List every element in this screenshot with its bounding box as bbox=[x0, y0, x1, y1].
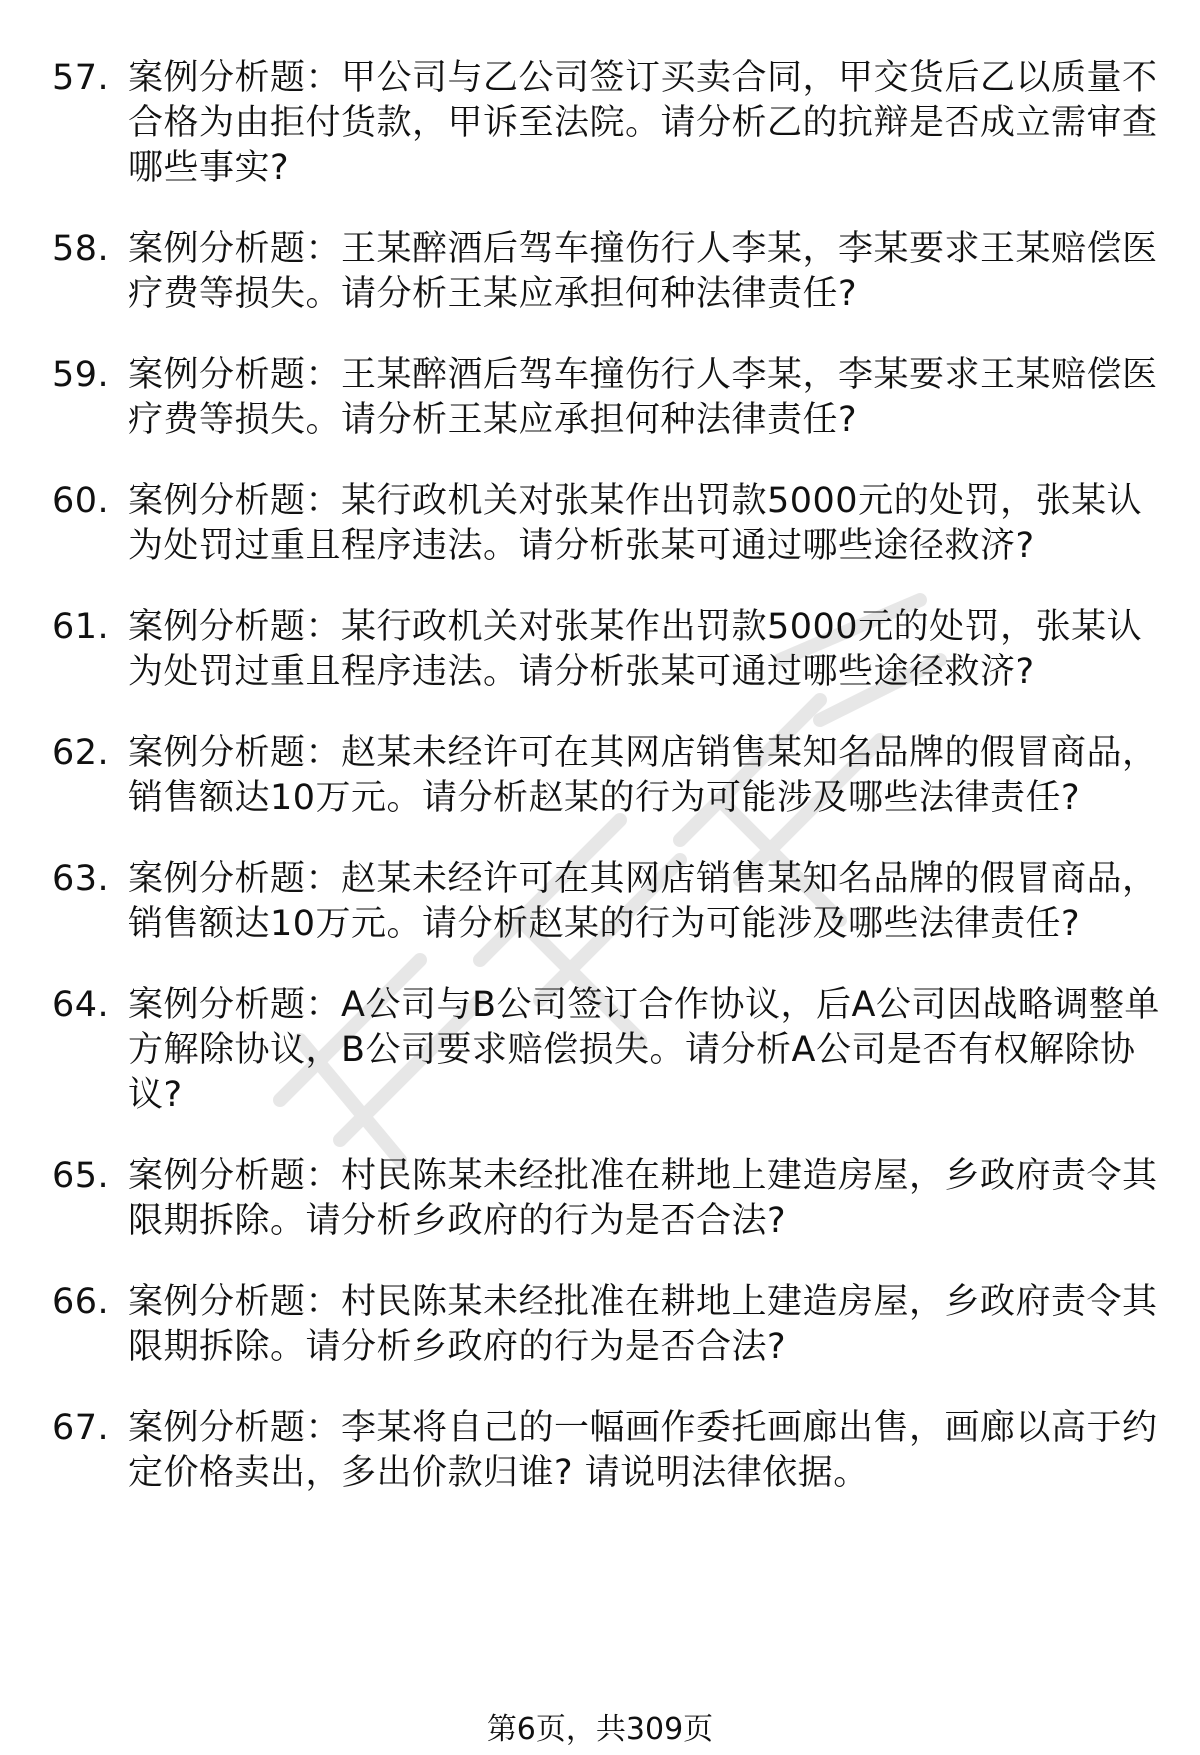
question-number: 64. bbox=[52, 985, 110, 1025]
question-item bbox=[0, 731, 1200, 821]
question-number: 61. bbox=[52, 607, 110, 647]
question-text: 案例分析题：赵某未经许可在其网店销售某知名品牌的假冒商品，销售额达10万元。请分析赵某的行为可能涉及哪些法律责任? bbox=[128, 859, 1158, 944]
question-text: 案例分析题：某行政机关对张某作出罚款5000元的处罚，张某认为处罚过重且程序违法。请分析张某可通过哪些途径救济? bbox=[128, 607, 1143, 692]
question-item bbox=[0, 479, 1200, 569]
question-item bbox=[0, 983, 1200, 1118]
question-item bbox=[0, 56, 1200, 191]
question-text: 案例分析题：李某将自己的一幅画作委托画廊出售，画廊以高于约定价格卖出，多出价款归谁? 请说明法律依据。 bbox=[128, 1408, 1158, 1493]
question-item bbox=[0, 353, 1200, 443]
question-text: 案例分析题：王某醉酒后驾车撞伤行人李某，李某要求王某赔偿医疗费等损失。请分析王某应承担何种法律责任? bbox=[128, 355, 1158, 440]
question-item bbox=[0, 857, 1200, 947]
question-number: 57. bbox=[52, 58, 110, 98]
page-number-label: 第6页，共309页 bbox=[486, 1712, 714, 1747]
question-list bbox=[0, 56, 1200, 1532]
question-item bbox=[0, 1280, 1200, 1370]
question-item bbox=[0, 605, 1200, 695]
page-footer bbox=[0, 1710, 1200, 1750]
question-text: 案例分析题：甲公司与乙公司签订买卖合同，甲交货后乙以质量不合格为由拒付货款，甲诉至法院。请分析乙的抗辩是否成立需审查哪些事实? bbox=[128, 58, 1158, 188]
question-text: 案例分析题：村民陈某未经批准在耕地上建造房屋，乡政府责令其限期拆除。请分析乡政府的行为是否合法? bbox=[128, 1282, 1158, 1367]
question-text: 案例分析题：某行政机关对张某作出罚款5000元的处罚，张某认为处罚过重且程序违法。请分析张某可通过哪些途径救济? bbox=[128, 481, 1143, 566]
question-text: 案例分析题：赵某未经许可在其网店销售某知名品牌的假冒商品，销售额达10万元。请分析赵某的行为可能涉及哪些法律责任? bbox=[128, 733, 1158, 818]
question-number: 65. bbox=[52, 1156, 110, 1196]
question-number: 67. bbox=[52, 1408, 110, 1448]
question-text: 案例分析题：王某醉酒后驾车撞伤行人李某，李某要求王某赔偿医疗费等损失。请分析王某应承担何种法律责任? bbox=[128, 229, 1158, 314]
question-number: 58. bbox=[52, 229, 110, 269]
question-number: 63. bbox=[52, 859, 110, 899]
question-text: 案例分析题：村民陈某未经批准在耕地上建造房屋，乡政府责令其限期拆除。请分析乡政府的行为是否合法? bbox=[128, 1156, 1158, 1241]
question-number: 62. bbox=[52, 733, 110, 773]
question-number: 60. bbox=[52, 481, 110, 521]
question-item bbox=[0, 227, 1200, 317]
question-number: 66. bbox=[52, 1282, 110, 1322]
question-item bbox=[0, 1406, 1200, 1496]
question-number: 59. bbox=[52, 355, 110, 395]
question-text: 案例分析题：A公司与B公司签订合作协议，后A公司因战略调整单方解除协议，B公司要求赔偿损失。请分析A公司是否有权解除协议? bbox=[128, 985, 1160, 1115]
question-item bbox=[0, 1154, 1200, 1244]
